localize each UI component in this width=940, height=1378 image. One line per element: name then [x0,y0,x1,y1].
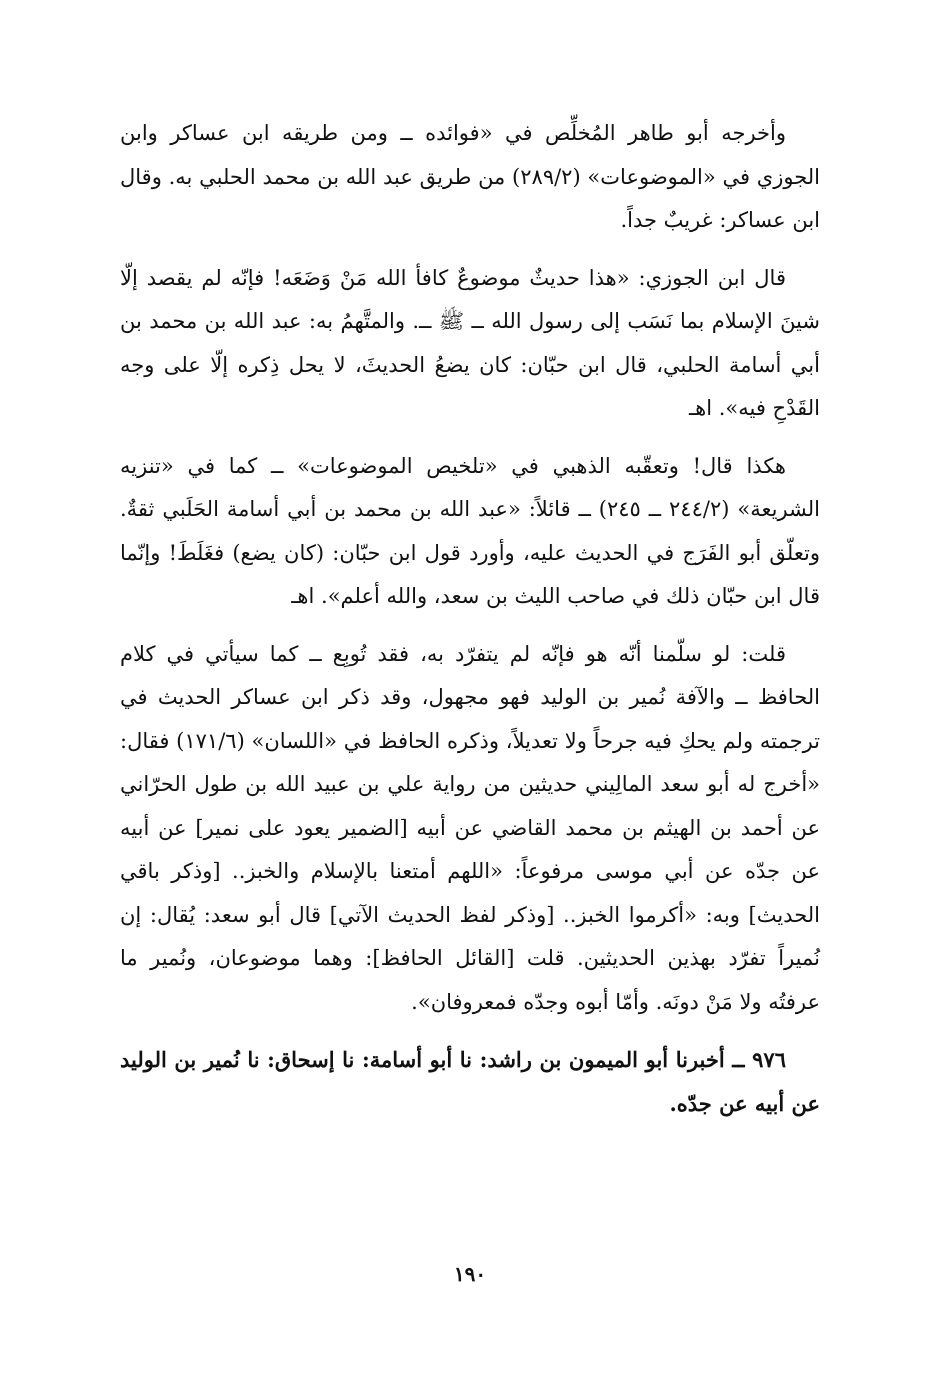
paragraph-ibn-jawzi: قال ابن الجوزي: «هذا حديثٌ موضوعٌ كافأ الله مَنْ وَضَعَه! فإنّه لم يقصد إلّا شينَ الإسلام بما نَسَب إلى رسول الله ــ ﷺ ــ. والمتَّهمُ به: عبد الله بن محمد بن أبي أسامة الحلبي، قال ابن حبّان: كان يضعُ الحديثَ، لا يحل ذِكره إلّا على وجه القَدْحِ فيه». اهـ [120,265,820,420]
page-body [120,112,820,1139]
paragraph-comment: قلت: لو سلّمنا أنّه هو فإنّه لم يتفرّد به، فقد تُوبِع ــ كما سيأتي في كلام الحافظ ــ والآفة نُمير بن الوليد فهو مجهول، وقد ذكر ابن عساكر الحديث في ترجمته ولم يحكِ فيه جرحاً ولا تعديلاً، وذكره الحافظ في «اللسان» (١٧١/٦) فقال: «أخرج له أبو سعد المالِيني حديثين من رواية علي بن عبيد الله بن طول الحرّاني عن أحمد بن الهيثم بن محمد القاضي عن أبيه [الضمير يعود على نمير] عن أبيه عن جدّه عن أبي موسى مرفوعاً: «اللهم أمتعنا بالإسلام والخبز.. [وذكر باقي الحديث] وبه: «أكرموا الخبز.. [وذكر لفظ الحديث الآتي] قال أبو سعد: يُقال: إن نُميراً تفرّد بهذين الحديثين. قلت [القائل الحافظ]: وهما موضوعان، ونُمير ما عرفتُه ولا مَنْ دونَه. وأمّا أبوه وجدّه فمعروفان». [120,641,821,1014]
page-number: ١٩٠ [453,1262,487,1286]
paragraph-takhrij: وأخرجه أبو طاهر المُخلِّص في «فوائده ــ ومن طريقه ابن عساكر وابن الجوزي في «الموضوعات» (٢٨٩/٢) من طريق عبد الله بن محمد الحلبي به. وقال ابن عساكر: غريبٌ جداً. [120,121,820,232]
hadith-976: ٩٧٦ ــ أخبرنا أبو الميمون بن راشد: نا أبو أسامة: نا إسحاق: نا نُمير بن الوليد عن أبيه عن جدّه. [120,1047,820,1116]
paragraph-dhahabi: هكذا قال! وتعقّبه الذهبي في «تلخيص الموضوعات» ــ كما في «تنزيه الشريعة» (٢٤٤/٢ ــ ٢٤٥) ــ قائلاً: «عبد الله بن محمد بن أبي أسامة الحَلَبي ثقةٌ. وتعلّق أبو الفَرَج في الحديث عليه، وأورد قول ابن حبّان: (كان يضع) فغَلَطَ! وإنّما قال ابن حبّان ذلك في صاحب الليث بن سعد، والله أعلم». اهـ [120,453,820,608]
